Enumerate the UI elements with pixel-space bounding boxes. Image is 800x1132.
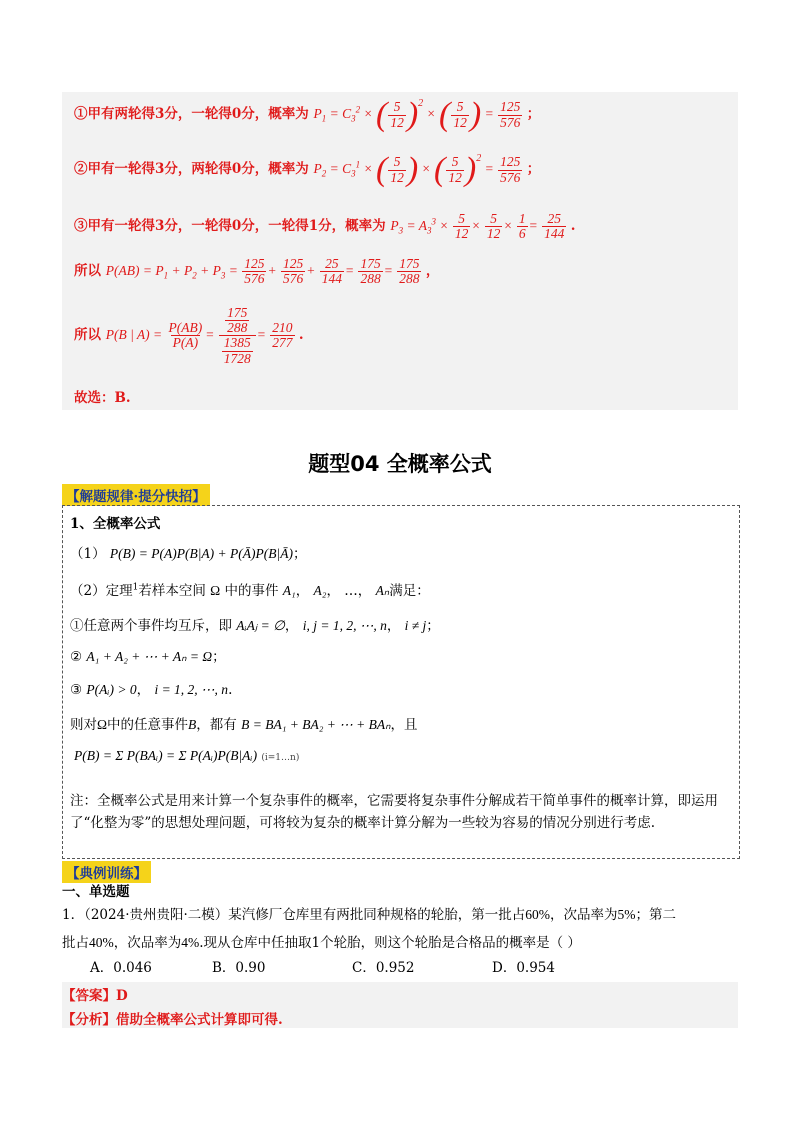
formula-item-1-eq: P(B) = P(A)P(B|A) + P(Ā)P(B|Ā) (109, 546, 293, 561)
condition-1-text: ①任意两个事件均互斥，即 (70, 618, 232, 634)
solution-line-1-eq: $P_1 = C_3^2$ × ( $\frac{5}{12}$ )$^2$ × ( $\frac{5}{12}$ ) = $\frac{125}{576}$ (313, 96, 521, 133)
item-2-text-d: 满足： (389, 583, 430, 599)
condition-1: ①任意两个事件均互斥，即 AᵢAⱼ = ∅， i, j = 1, 2, ⋯, n， i ≠ j； (70, 618, 440, 634)
question-1-pct-1: 60% (525, 907, 551, 922)
condition-2-label: ② (70, 649, 83, 665)
analysis-line (62, 1008, 283, 1028)
solution-line-3-text: ③甲有一轮得3分，一轮得0分，一轮得1分，概率为 (74, 217, 386, 234)
conclusion-text-d: ，且 (390, 717, 418, 733)
solution-line-1-text: ①甲有两轮得3分，一轮得0分，概率为 (74, 106, 309, 123)
condition-2-eq: A₁ + A₂ + ⋯ + Aₙ = Ω (86, 649, 213, 664)
condition-1-eq: AᵢAⱼ = ∅ (236, 618, 285, 633)
option-a[interactable]: A．0.046 (90, 960, 152, 976)
option-b[interactable]: B．0.90 (212, 960, 266, 976)
answer-label: 【答案】 (62, 988, 116, 1004)
answer-value: D (116, 988, 128, 1004)
question-1 (62, 901, 738, 957)
question-1-text-f: .现从仓库中任抽取1个轮胎，则这个轮胎是合格品的概率是（ ） (199, 935, 581, 951)
conclusion-event-b: B (188, 717, 197, 732)
condition-3-range: i = 1, 2, ⋯, n (154, 682, 229, 697)
solution-line-3-eq: $P_3 = A_3^3$ × $\frac{5}{12}$ × $\frac{5}{12}$ × $\frac{1}{6}$ = $\frac{25}{144}$ (390, 211, 565, 242)
sum-limits: (i=1…n) (261, 753, 300, 763)
conclusion-line (70, 713, 418, 733)
analysis-label: 【分析】 (62, 1012, 116, 1028)
analysis-text: 借助全概率公式计算即可得. (116, 1012, 283, 1028)
item-2-text-a: （2）定理 (70, 583, 133, 599)
condition-3-end: . (228, 682, 233, 698)
conclusion-text-c: ，都有 (196, 717, 237, 733)
condition-3-eq: P(Aᵢ) > 0 (86, 682, 137, 697)
section-title: 题型04 全概率公式 (308, 452, 492, 476)
total-probability-formula (74, 748, 299, 764)
sum-lower-limit: i=1 (264, 753, 282, 763)
omega-symbol: Ω (210, 583, 221, 598)
item-2-text-c: 中的事件 (224, 583, 279, 599)
solution-line-5-end: . (298, 326, 304, 343)
solution-choice: 故选：B. (74, 390, 131, 406)
solution-line-4-end: ， (425, 262, 440, 279)
formula-note: 注：全概率公式是用来计算一个复杂事件的概率，它需要将复杂事件分解成若干简单事件的概率计算，即运用了“化整为零”的思想处理问题，可将较为复杂的概率计算分解为一些较为容易的情况分别进行考虑. (70, 793, 718, 831)
condition-1-neq: i ≠ j (404, 618, 427, 633)
solution-line-4-text: 所以 (74, 262, 101, 279)
event-ellipsis: … (344, 583, 358, 599)
example-tag: 【典例训练】 (62, 861, 151, 883)
conclusion-omega: Ω (97, 717, 108, 732)
question-1-text-b: ，次品率为 (550, 907, 618, 923)
conclusion-eq: B = BA₁ + BA₂ + ⋯ + BAₙ (241, 717, 391, 732)
condition-3-label: ③ (70, 682, 83, 698)
option-c[interactable]: C．0.952 (352, 960, 415, 976)
condition-1-range: i, j = 1, 2, ⋯, n (302, 618, 387, 633)
condition-1-end: ； (426, 618, 440, 634)
formula-item-1-label: （1） (70, 546, 106, 562)
solution-line-3-end: . (570, 217, 576, 234)
answer-line (62, 984, 128, 1004)
solution-line-5-eq: P(B | A) = $\frac{P(AB)}{P(A)}$ = $\frac{\frac{175}{288}}{\frac{1385}{1728}}$ = $\frac{210}{277}$ (105, 305, 293, 366)
formula-item-2: （2）定理$^1$若样本空间 Ω 中的事件 A₁， A₂， …， Aₙ满足： (70, 582, 430, 599)
solution-line-2 (74, 153, 540, 187)
solution-line-4 (74, 257, 439, 286)
question-1-text-a: 1．（2024·贵州贵阳·二模）某汽修厂仓库里有两批同种规格的轮胎，第一批占 (62, 907, 526, 923)
formula-item-1-end: ； (292, 546, 307, 562)
solution-line-4-eq: $P(AB) = P_1 + P_2 + P_3$ = $\frac{125}{576}$ + $\frac{125}{576}$ + $\frac{25}{144}$ = $\frac{175}{288}$ = $\frac{175}{288}$ (105, 256, 420, 287)
tip-tag: 【解题规律·提分快招】 (62, 484, 210, 506)
solution-line-3 (74, 212, 575, 241)
question-1-pct-3: 40% (89, 935, 114, 950)
subheading: 一、单选题 (62, 884, 130, 900)
solution-line-5-text: 所以 (74, 326, 101, 343)
item-2-footnote: 1 (132, 582, 139, 593)
question-1-text-c: ；第二 (635, 907, 677, 923)
option-d[interactable]: D．0.954 (492, 960, 555, 976)
event-an: Aₙ (375, 583, 390, 598)
solution-line-2-eq: $P_2 = C_3^1$ × ( $\frac{5}{12}$ ) × ( $\frac{5}{12}$ )$^2$ = $\frac{125}{576}$ (313, 151, 521, 188)
question-1-pct-2: 5% (617, 907, 636, 922)
condition-2 (70, 645, 226, 665)
formula-heading: 1、全概率公式 (70, 516, 161, 532)
item-2-text-b: 若样本空间 (138, 583, 206, 599)
condition-3: ③ P(Aᵢ) > 0， i = 1, 2, ⋯, n. (70, 682, 233, 698)
question-1-pct-4: 4% (181, 935, 200, 950)
event-a2: A₂ (313, 583, 327, 598)
total-probability-eq: P(B) = Σ P(BAᵢ) = Σ P(Aᵢ)P(B|Aᵢ) (74, 748, 258, 763)
solution-line-5 (74, 306, 304, 366)
sum-upper-limit: n (290, 753, 296, 763)
conclusion-text-a: 则对 (70, 717, 97, 733)
question-1-text-e: ，次品率为 (113, 935, 182, 951)
question-1-text-d: 批占 (62, 935, 89, 951)
solution-line-2-end: ； (526, 161, 541, 178)
solution-line-1 (74, 98, 540, 132)
condition-2-end: ； (212, 649, 226, 665)
solution-line-1-end: ； (526, 106, 541, 123)
event-a1: A₁ (282, 583, 296, 598)
conclusion-text-b: 中的任意事件 (107, 717, 189, 733)
formula-item-1 (70, 542, 306, 562)
solution-line-2-text: ②甲有一轮得3分，两轮得0分，概率为 (74, 161, 309, 178)
